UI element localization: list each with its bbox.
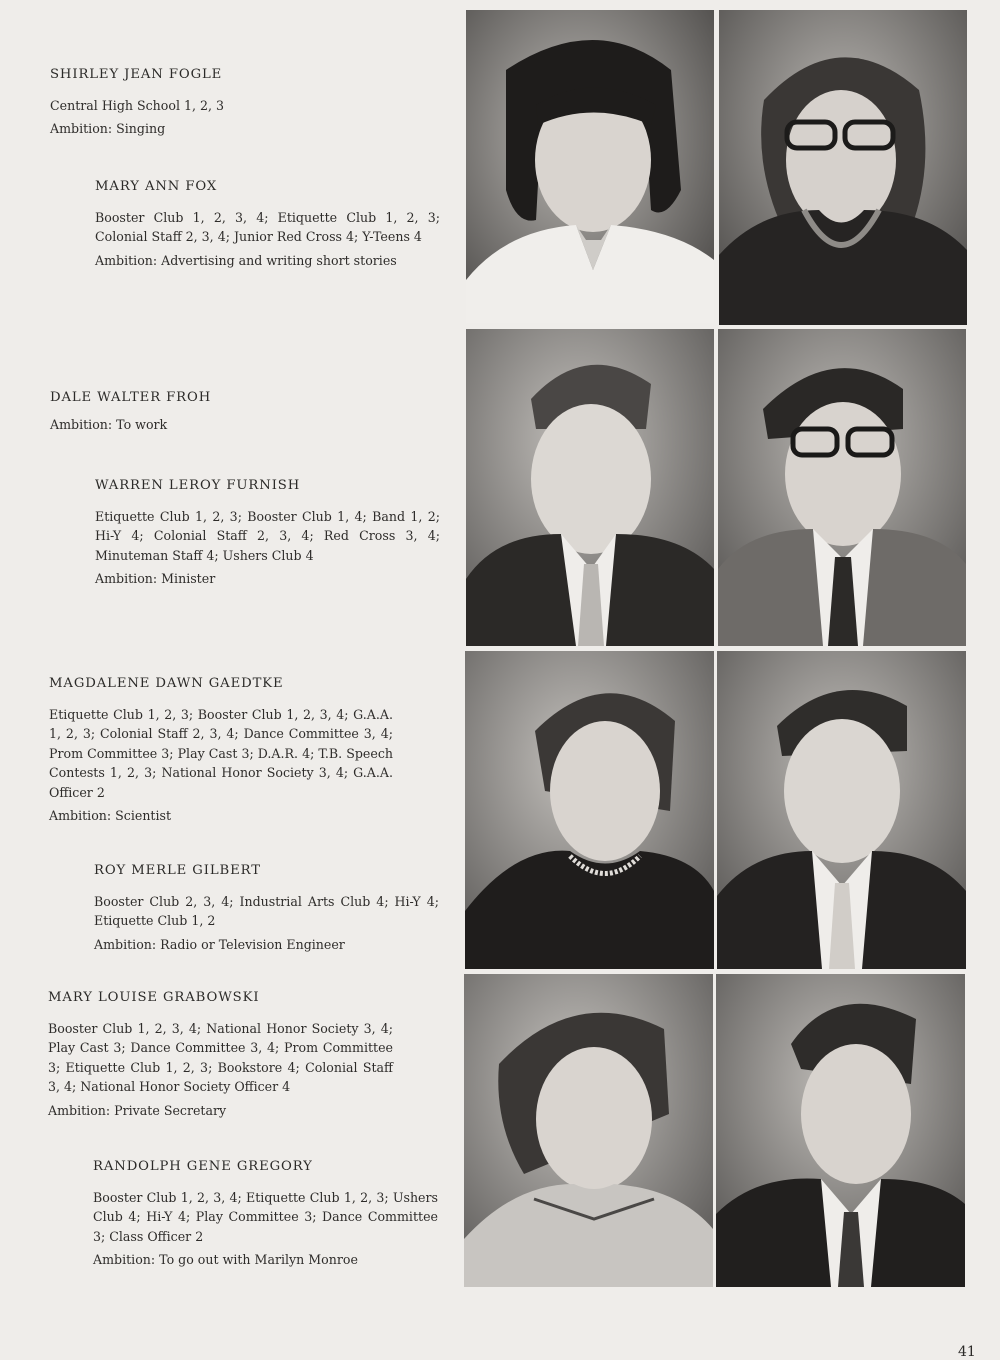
student-activities: Booster Club 1, 2, 3, 4; Etiquette Club 1, 2, 3; Ushers Club 4; Hi-Y 4; Play Committee 3; Dance Committee 3; Class Officer 2	[93, 1190, 438, 1244]
student-activities: Etiquette Club 1, 2, 3; Booster Club 1, 2, 3, 4; G.A.A. 1, 2, 3; Colonial Staff 2, 3, 4; Dance Committee 3, 4; Prom Committee 3; Play Cast 3; D.A.R. 4; T.B. Speech Contests 1, 2, 3; National Honor Society 3, 4; G.A.A. Officer 2	[49, 707, 393, 800]
student-ambition: Ambition: Advertising and writing short stories	[95, 252, 397, 268]
student-ambition: Ambition: Private Secretary	[48, 1102, 227, 1118]
student-entry-grabowski	[48, 990, 393, 1120]
portrait-photo-froh	[466, 329, 714, 646]
student-name: MARY ANN FOX	[95, 179, 218, 194]
student-entry-furnish	[95, 478, 440, 589]
student-entry-gaedtke	[49, 676, 393, 825]
student-activities: Booster Club 1, 2, 3, 4; National Honor Society 3, 4; Play Cast 3; Dance Committee 3, 4; Prom Committee 3; Etiquette Club 1, 2, 3; Bookstore 4; Colonial Staff 3, 4; National Honor Society Officer 4	[48, 1021, 393, 1095]
portrait-photo-fogle	[466, 10, 714, 323]
portrait-photo-grabowski	[464, 974, 713, 1287]
student-entry-gilbert	[94, 863, 439, 954]
student-activities: Etiquette Club 1, 2, 3; Booster Club 1, 4; Band 1, 2; Hi-Y 4; Colonial Staff 2, 3, 4; Red Cross 3, 4; Minuteman Staff 4; Ushers Club 4	[95, 509, 440, 563]
student-name: SHIRLEY JEAN FOGLE	[50, 67, 223, 82]
student-activities: Booster Club 1, 2, 3, 4; Etiquette Club 1, 2, 3; Colonial Staff 2, 3, 4; Junior Red Cross 4; Y-Teens 4	[95, 210, 440, 245]
student-entry-froh	[50, 390, 420, 434]
portrait-photo-fox	[719, 10, 967, 325]
portrait-photo-furnish	[718, 329, 966, 646]
student-activities: Booster Club 2, 3, 4; Industrial Arts Club 4; Hi-Y 4; Etiquette Club 1, 2	[94, 894, 439, 929]
portrait-photo-gaedtke	[465, 651, 714, 969]
student-activities: Central High School 1, 2, 3	[50, 98, 225, 113]
page-number: 41	[958, 1344, 976, 1360]
student-ambition: Ambition: Minister	[95, 571, 216, 587]
student-ambition: Ambition: To go out with Marilyn Monroe	[93, 1252, 358, 1268]
student-ambition: Ambition: To work	[50, 417, 168, 432]
student-entry-fox	[95, 179, 440, 270]
student-entry-gregory	[93, 1159, 438, 1270]
portrait-photo-gregory	[716, 974, 965, 1287]
student-name: ROY MERLE GILBERT	[94, 863, 261, 878]
student-name: RANDOLPH GENE GREGORY	[93, 1159, 313, 1174]
student-name: DALE WALTER FROH	[50, 390, 212, 405]
student-name: MAGDALENE DAWN GAEDTKE	[49, 676, 284, 691]
student-ambition: Ambition: Singing	[50, 121, 166, 137]
student-entry-fogle	[50, 67, 420, 139]
portrait-photo-gilbert	[717, 651, 966, 969]
student-name: WARREN LEROY FURNISH	[95, 478, 301, 493]
student-name: MARY LOUISE GRABOWSKI	[48, 990, 260, 1005]
student-ambition: Ambition: Radio or Television Engineer	[94, 936, 345, 952]
student-ambition: Ambition: Scientist	[49, 808, 172, 824]
